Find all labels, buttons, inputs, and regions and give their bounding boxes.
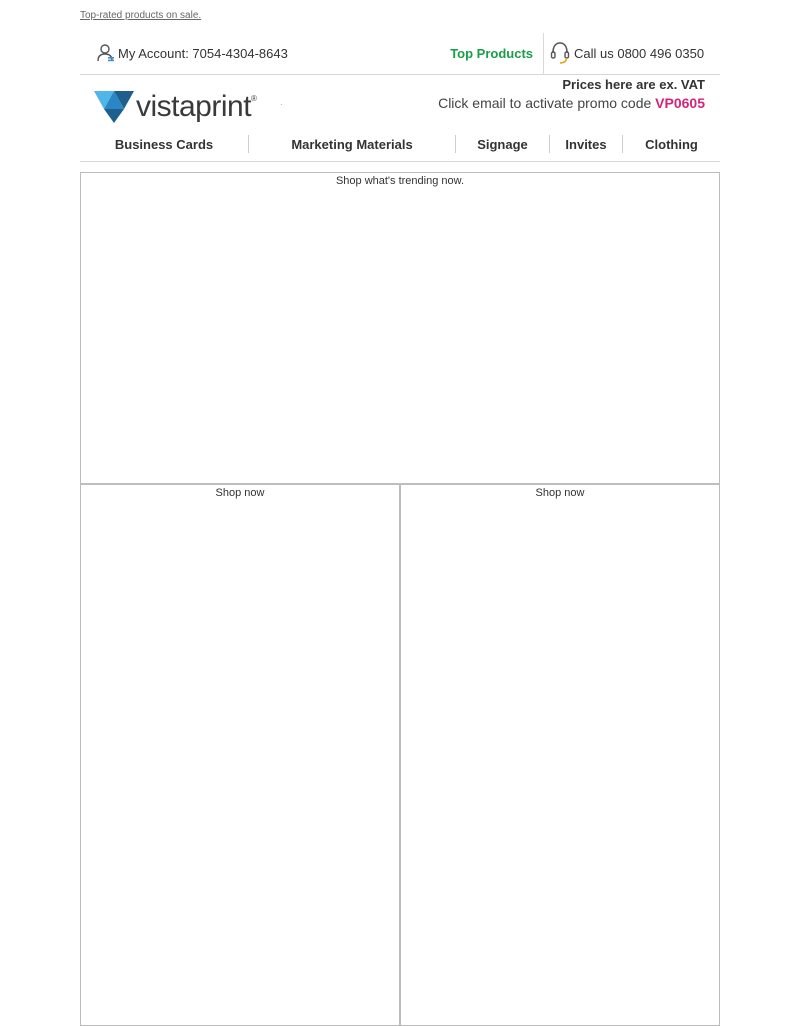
- vat-notice: Prices here are ex. VAT: [562, 77, 705, 92]
- shop-now-panel-left[interactable]: [80, 484, 400, 1026]
- top-bar: [80, 33, 720, 75]
- my-account-link[interactable]: [96, 42, 288, 64]
- promo-code: VP0605: [655, 95, 705, 111]
- top-products-link[interactable]: Top Products: [450, 46, 533, 61]
- vistaprint-logo[interactable]: [94, 89, 256, 125]
- call-us-label: Call us 0800 496 0350: [574, 45, 705, 61]
- logo-wordmark-text: vistaprint: [136, 90, 252, 123]
- shop-now-label: Shop now: [535, 487, 585, 499]
- shop-now-label: Shop now: [215, 487, 265, 499]
- nav-business-cards[interactable]: Business Cards: [114, 137, 214, 152]
- call-us-link[interactable]: [550, 42, 704, 64]
- account-label: My Account: 7054-4304-8643: [118, 45, 288, 61]
- preheader-link[interactable]: Top-rated products on sale.: [80, 10, 202, 21]
- nav-signage[interactable]: Signage: [477, 137, 528, 152]
- promo-text: Click email to activate promo code: [438, 95, 656, 111]
- nav-clothing[interactable]: Clothing: [645, 137, 698, 152]
- promo-line[interactable]: [438, 95, 705, 111]
- logo-wordmark: [136, 90, 256, 124]
- hero-banner[interactable]: [80, 172, 720, 484]
- promo-block: [438, 77, 705, 111]
- nav-invites[interactable]: Invites: [565, 137, 607, 152]
- top-bar-divider: [543, 33, 544, 74]
- vistaprint-logo-icon: [94, 89, 134, 125]
- spacer-dot: ·: [280, 100, 283, 109]
- account-icon: [96, 43, 116, 63]
- headset-icon: [550, 41, 570, 65]
- shop-now-panel-right[interactable]: [400, 484, 720, 1026]
- category-nav: [80, 131, 720, 162]
- nav-marketing-materials[interactable]: Marketing Materials: [291, 137, 413, 152]
- logo-registered-mark: ®: [251, 94, 257, 103]
- hero-label: Shop what's trending now.: [335, 175, 465, 187]
